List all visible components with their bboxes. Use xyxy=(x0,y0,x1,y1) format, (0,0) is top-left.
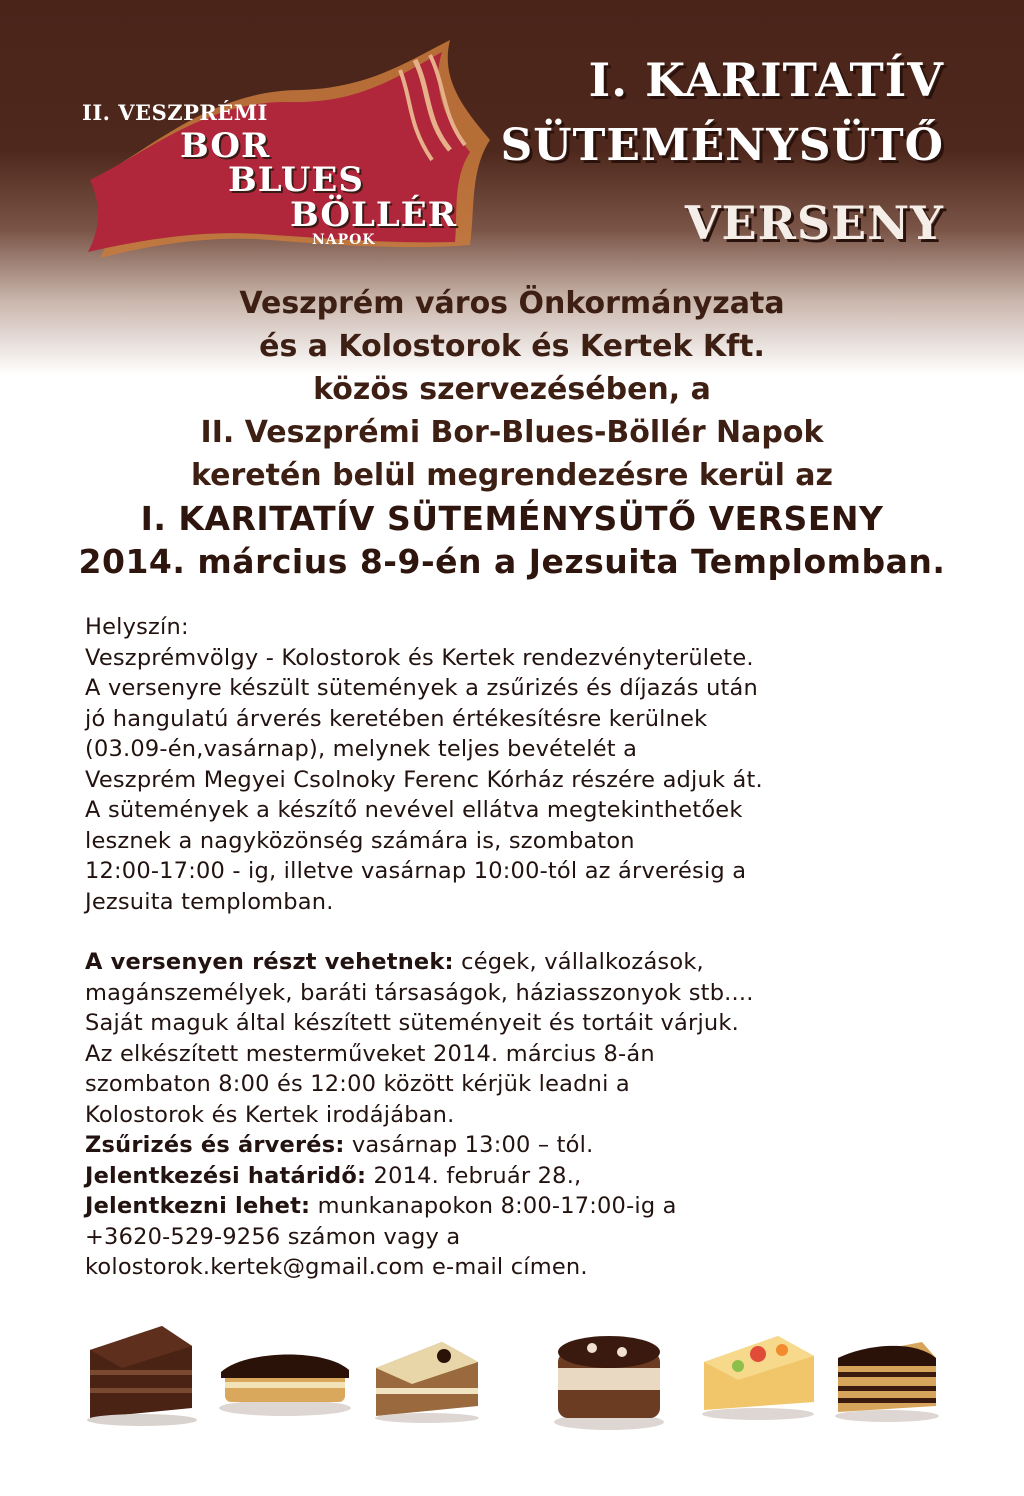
body-line: Saját maguk által készített süteményeit és tortáit várjuk. xyxy=(85,1010,739,1036)
email-line: kolostorok.kertek@gmail.com e-mail címen. xyxy=(85,1254,588,1280)
participants-text: cégek, vállalkozások, xyxy=(453,949,704,975)
logo-word-blues: BLUES xyxy=(228,160,364,200)
logo-word-napok: NAPOK xyxy=(312,232,376,248)
body-line: Veszprémvölgy - Kolostorok és Kertek rendezvényterülete. xyxy=(85,644,754,671)
judging-label: Zsűrizés és árverés: xyxy=(85,1132,345,1158)
deadline-line xyxy=(85,1161,965,1192)
body-line: lesznek a nagyközönség számára is, szombaton xyxy=(85,827,635,854)
participants-line xyxy=(85,947,965,978)
apply-line xyxy=(85,1191,965,1222)
chocolate-mousse-cake-image xyxy=(552,1318,667,1433)
body-line: Veszprém Megyei Csolnoky Ferenc Kórház részére adjuk át. xyxy=(85,766,763,793)
title-line-2: SÜTEMÉNYSÜTŐ xyxy=(500,120,944,171)
deadline-text: 2014. február 28., xyxy=(366,1162,582,1189)
details-text xyxy=(85,612,965,1283)
logo-word-bor: BOR xyxy=(180,126,271,166)
apply-text: munkanapokon 8:00-17:00-ig a xyxy=(310,1193,677,1219)
title-line-1: I. KARITATÍV xyxy=(588,53,944,107)
judging-line xyxy=(85,1130,965,1161)
event-logo xyxy=(70,30,510,270)
chocolate-cake-slice-image xyxy=(82,1318,197,1428)
intro-line: közös szervezésében, a xyxy=(313,372,711,407)
phone-line: +3620-529-9256 számon vagy a xyxy=(85,1223,461,1250)
dobos-cake-slice-image xyxy=(832,1328,942,1423)
intro-text xyxy=(0,282,1024,583)
fruit-cake-slice-image xyxy=(698,1322,818,1422)
intro-line: és a Kolostorok és Kertek Kft. xyxy=(259,329,765,364)
intro-line: II. Veszprémi Bor-Blues-Böllér Napok xyxy=(200,415,824,450)
intro-line: Veszprém város Önkormányzata xyxy=(239,286,785,321)
body-line: 12:00-17:00 - ig, illetve vasárnap 10:00-tól az árverésig a xyxy=(85,858,747,884)
body-line: A versenyre készült sütemények a zsűrizés és díjazás után xyxy=(85,675,758,701)
cake-illustrations xyxy=(0,1310,1024,1450)
title-line-3: VERSENY xyxy=(684,196,944,250)
body-line: magánszemélyek, baráti társaságok, háziasszonyok stb.... xyxy=(85,979,754,1006)
body-line: Helyszín: xyxy=(85,614,189,640)
body-line: (03.09-én,vasárnap), melynek teljes bevételét a xyxy=(85,736,638,762)
eclair-cake-image xyxy=(215,1338,355,1418)
intro-line: keretén belül megrendezésre kerül az xyxy=(190,458,834,493)
body-line: szombaton 8:00 és 12:00 között kérjük leadni a xyxy=(85,1071,630,1097)
judging-text: vasárnap 13:00 – tól. xyxy=(344,1132,594,1158)
body-line: Kolostorok és Kertek irodájában. xyxy=(85,1101,455,1128)
deadline-label: Jelentkezési határidő: xyxy=(85,1162,367,1189)
poster-title xyxy=(500,50,944,264)
body-line: A sütemények a készítő nevével ellátva megtekinthetőek xyxy=(85,797,743,823)
apply-label: Jelentkezni lehet: xyxy=(85,1193,311,1219)
layered-cake-slice-image xyxy=(372,1326,482,1426)
body-line: jó hangulatú árverés keretében értékesítésre kerülnek xyxy=(85,705,708,732)
participants-label: A versenyen részt vehetnek: xyxy=(85,949,454,975)
logo-word-boller: BÖLLÉR xyxy=(290,195,457,235)
intro-event-name: I. KARITATÍV SÜTEMÉNYSÜTŐ VERSENY xyxy=(140,499,884,538)
body-line: Jezsuita templomban. xyxy=(85,888,334,915)
logo-top-line: II. VESZPRÉMI xyxy=(82,100,268,125)
body-line: Az elkészített mesterműveket 2014. március 8-án xyxy=(85,1040,655,1067)
intro-event-date: 2014. március 8-9-én a Jezsuita Templomban. xyxy=(78,542,946,581)
